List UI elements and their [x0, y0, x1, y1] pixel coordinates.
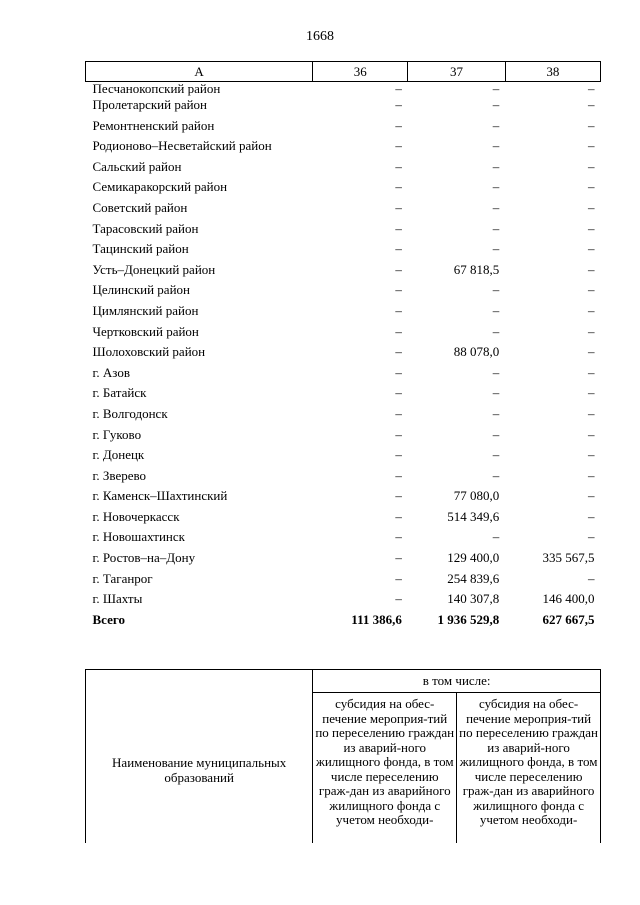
value-col-38: –	[588, 447, 595, 463]
municipality-name: Тарасовский район	[92, 220, 199, 236]
value-col-37: –	[492, 323, 500, 339]
value-col-36: –	[395, 179, 402, 195]
column-header-36: 36	[313, 62, 408, 82]
value-col-38: –	[588, 138, 595, 154]
value-col-37: –	[492, 385, 500, 401]
subsidy-description-2-text: субсидия на обес-печение мероприя-тий по переселению граждан из аварий-ного жилищного фонда, в том числе переселению граж-дан из аварийного жилищного фонда с учетом необходи-	[459, 697, 598, 827]
table-row	[86, 198, 601, 219]
municipality-name: Всего	[92, 611, 125, 627]
value-col-36: –	[395, 405, 402, 421]
value-col-36: –	[395, 323, 402, 339]
municipality-name: Пролетарский район	[92, 97, 208, 112]
value-col-38: –	[588, 199, 595, 215]
value-col-37: 77 080,0	[453, 488, 500, 504]
municipality-name: г. Шахты	[92, 591, 143, 607]
value-col-37: 67 818,5	[453, 261, 500, 277]
value-col-36: –	[395, 508, 402, 524]
value-col-36: –	[395, 117, 402, 133]
value-col-36: –	[395, 261, 402, 277]
value-col-37: –	[492, 302, 500, 318]
value-col-38: –	[588, 467, 595, 483]
municipality-name: Семикаракорский район	[92, 179, 228, 195]
value-col-38: –	[588, 385, 595, 401]
data-table	[85, 61, 601, 630]
table-row	[86, 219, 601, 240]
value-col-36: –	[395, 550, 402, 566]
table-row	[86, 486, 601, 507]
municipality-name-header	[86, 670, 313, 870]
value-col-38: –	[588, 261, 595, 277]
value-col-37: –	[492, 158, 500, 174]
value-col-37: –	[492, 199, 500, 215]
table-row	[86, 239, 601, 260]
value-col-38: –	[588, 344, 595, 360]
value-col-36: –	[395, 591, 402, 607]
column-header-38: 38	[505, 62, 600, 82]
table-row	[86, 466, 601, 487]
value-col-36: –	[395, 138, 402, 154]
table-row	[86, 157, 601, 178]
value-col-38: –	[588, 529, 595, 545]
table-header-row	[86, 62, 601, 82]
municipality-name: г. Ростов–на–Дону	[92, 550, 196, 566]
municipality-name: Цимлянский район	[92, 302, 199, 318]
continuation-table-header	[85, 669, 601, 870]
value-col-37: –	[492, 241, 500, 257]
column-header-37: 37	[408, 62, 505, 82]
municipality-name: г. Каменск–Шахтинский	[92, 488, 228, 504]
municipality-name-header-text: Наименование муниципальных образований	[112, 754, 287, 785]
value-col-38: –	[588, 426, 595, 442]
total-row	[86, 610, 601, 631]
value-col-38: –	[588, 405, 595, 421]
value-col-37: 514 349,6	[447, 508, 500, 524]
value-col-38: –	[588, 508, 595, 524]
value-col-36: –	[395, 282, 402, 298]
value-col-36: –	[395, 488, 402, 504]
value-col-36: –	[395, 447, 402, 463]
table-row	[86, 82, 601, 96]
value-col-36: –	[395, 241, 402, 257]
page-number: 1668	[306, 29, 334, 44]
page-bottom-margin	[0, 843, 640, 905]
value-col-36: –	[395, 364, 402, 380]
municipality-name: г. Таганрог	[92, 570, 153, 586]
municipality-name: Чертковский район	[92, 323, 199, 339]
value-col-36: –	[395, 385, 402, 401]
value-col-36: –	[395, 570, 402, 586]
value-col-36: –	[395, 81, 402, 96]
value-col-38: –	[588, 570, 595, 586]
value-col-38: 627 667,5	[542, 611, 595, 627]
value-col-36: –	[395, 302, 402, 318]
municipality-name: г. Батайск	[92, 385, 147, 401]
municipality-name: г. Донецк	[92, 447, 145, 463]
value-col-37: 254 839,6	[447, 570, 500, 586]
table-row	[86, 569, 601, 590]
municipality-name: г. Зверево	[92, 467, 147, 483]
value-col-36: –	[395, 97, 402, 112]
table-row	[86, 548, 601, 569]
municipality-name: Сальский район	[92, 158, 182, 174]
value-col-38: 146 400,0	[542, 591, 595, 607]
value-col-36: –	[395, 220, 402, 236]
value-col-38: –	[588, 282, 595, 298]
value-col-37: –	[492, 138, 500, 154]
value-col-37: –	[492, 117, 500, 133]
municipality-name: Ремонтненский район	[92, 117, 215, 133]
table-row	[86, 383, 601, 404]
value-col-38: –	[588, 323, 595, 339]
table-row	[86, 301, 601, 322]
municipality-name: г. Гуково	[92, 426, 142, 442]
value-col-37: –	[492, 405, 500, 421]
table-row	[86, 527, 601, 548]
municipality-name: Родионово–Несветайский район	[92, 138, 272, 154]
municipality-name: Песчанокопский район	[92, 81, 221, 96]
value-col-37: –	[492, 179, 500, 195]
municipality-name: г. Азов	[92, 364, 130, 380]
value-col-36: 111 386,6	[351, 611, 402, 627]
value-col-37: –	[492, 467, 500, 483]
value-col-38: 335 567,5	[542, 550, 595, 566]
table-row	[86, 116, 601, 137]
value-col-38: –	[588, 81, 595, 96]
municipality-name: Советский район	[92, 199, 188, 215]
including-header: в том числе:	[313, 670, 601, 693]
municipality-name: г. Новошахтинск	[92, 529, 185, 545]
table-row	[86, 177, 601, 198]
table-row	[86, 322, 601, 343]
value-col-36: –	[395, 467, 402, 483]
value-col-36: –	[395, 199, 402, 215]
municipality-name: г. Новочеркасск	[92, 508, 180, 524]
value-col-37: 1 936 529,8	[437, 611, 500, 627]
value-col-37: –	[492, 364, 500, 380]
table-row	[86, 363, 601, 384]
value-col-37: 129 400,0	[447, 550, 500, 566]
table-row	[86, 589, 601, 610]
table-row	[86, 260, 601, 281]
value-col-38: –	[588, 158, 595, 174]
value-col-37: 140 307,8	[447, 591, 500, 607]
value-col-38: –	[588, 179, 595, 195]
table-row	[86, 425, 601, 446]
municipality-name: Целинский район	[92, 282, 190, 298]
municipality-name: Усть–Донецкий район	[92, 261, 216, 277]
value-col-37: 88 078,0	[453, 344, 500, 360]
column-header-a: А	[86, 62, 313, 82]
value-col-37: –	[492, 220, 500, 236]
value-col-37: –	[492, 426, 500, 442]
value-col-37: –	[492, 282, 500, 298]
municipality-name: г. Волгодонск	[92, 405, 168, 421]
municipality-name: Шолоховский район	[92, 344, 206, 360]
value-col-38: –	[588, 241, 595, 257]
value-col-36: –	[395, 426, 402, 442]
table-row	[86, 342, 601, 363]
value-col-38: –	[588, 364, 595, 380]
value-col-36: –	[395, 158, 402, 174]
value-col-37: –	[492, 529, 500, 545]
table-row	[86, 136, 601, 157]
value-col-38: –	[588, 97, 595, 112]
value-col-38: –	[588, 220, 595, 236]
value-col-38: –	[588, 302, 595, 318]
value-col-37: –	[492, 81, 500, 96]
table-row	[86, 95, 601, 116]
municipality-name: Тацинский район	[92, 241, 189, 257]
table-row	[86, 280, 601, 301]
value-col-37: –	[492, 97, 500, 112]
value-col-38: –	[588, 117, 595, 133]
table-row	[86, 445, 601, 466]
value-col-36: –	[395, 529, 402, 545]
value-col-37: –	[492, 447, 500, 463]
subsidy-description-1-text: субсидия на обес-печение мероприя-тий по переселению граждан из аварий-ного жилищного фонда, в том числе переселению граж-дан из аварийного жилищного фонда с учетом необходи-	[315, 697, 455, 827]
table-row	[86, 404, 601, 425]
value-col-36: –	[395, 344, 402, 360]
table-row	[86, 507, 601, 528]
value-col-38: –	[588, 488, 595, 504]
